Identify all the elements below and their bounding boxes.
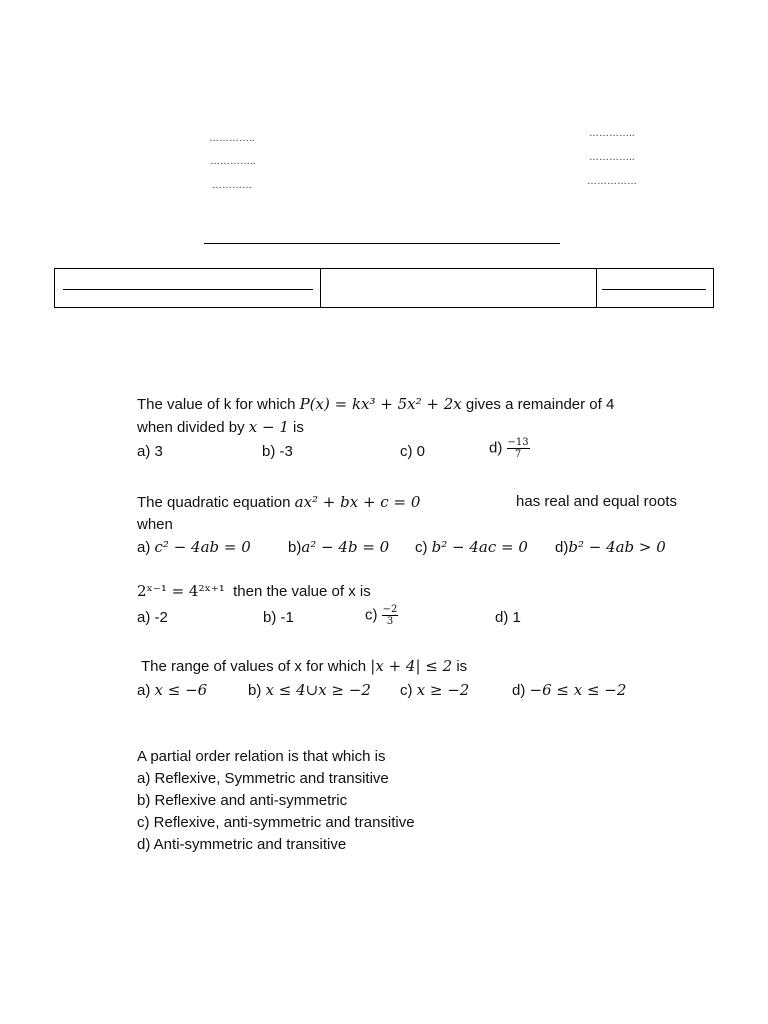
- q1-divisor: x − 1: [248, 418, 289, 436]
- q1-option-c: c) 0: [400, 443, 426, 460]
- info-cell-middle: [320, 269, 597, 307]
- q1-option-a: a) 3: [137, 443, 163, 460]
- q1-option-d: [489, 437, 530, 460]
- q3-option-d: d) 1: [495, 609, 521, 626]
- info-cell-name: [55, 269, 321, 307]
- q4-option-b: [248, 679, 371, 702]
- q1-polynomial: P(x) = kx³ + 5x² + 2x: [299, 395, 462, 413]
- q4-option-d: [512, 679, 626, 702]
- q2-c-label: c): [415, 539, 428, 556]
- q3-option-a: a) -2: [137, 609, 168, 626]
- q2-equation: ax² + bx + c = 0: [294, 493, 421, 511]
- question-1: [137, 393, 697, 439]
- q3-c-denominator: 3: [386, 616, 394, 627]
- q2-b-expr: a² − 4b = 0: [301, 538, 390, 556]
- q4-b-label: b): [248, 682, 262, 699]
- header-right-blank-2: …………..: [589, 152, 635, 163]
- q1-stem-end: is: [288, 419, 304, 436]
- q5-option-a: a) Reflexive, Symmetric and transitive: [137, 770, 389, 787]
- q2-stem-pre: The quadratic equation: [137, 494, 295, 511]
- q5-stem: A partial order relation is that which is: [137, 748, 386, 765]
- right-blank-line: [602, 289, 706, 290]
- q4-b-expr: x ≤ 4∪x ≥ −2: [265, 681, 371, 699]
- question-2-stem: [137, 491, 677, 514]
- q4-c-label: c): [400, 682, 413, 699]
- q2-option-d: [555, 536, 666, 559]
- q4-d-label: d): [512, 682, 526, 699]
- question-3: [137, 580, 371, 603]
- header-left-blank-1: …………..: [209, 133, 255, 144]
- q1-option-d-fraction: [507, 437, 530, 460]
- q4-option-c: [400, 679, 469, 702]
- q2-option-a: [137, 536, 251, 559]
- q4-stem-post: is: [452, 658, 468, 675]
- q1-d-denominator: 7: [514, 449, 522, 460]
- header-left-blank-3: …………: [212, 180, 252, 191]
- q3-option-c-fraction: [382, 604, 399, 627]
- info-cell-right: [596, 269, 713, 307]
- question-5: [137, 746, 637, 856]
- q4-c-expr: x ≥ −2: [416, 681, 470, 699]
- q3-c-numerator: −2: [382, 604, 398, 615]
- q5-option-d: d) Anti-symmetric and transitive: [137, 836, 347, 853]
- question-1-stem-line2: [137, 416, 697, 439]
- q5-option-c: c) Reflexive, anti-symmetric and transitive: [137, 814, 415, 831]
- info-table: [54, 268, 714, 308]
- q3-stem-post: then the value of x is: [233, 583, 371, 600]
- q1-d-numerator: −13: [507, 437, 529, 448]
- name-blank-line: [63, 289, 313, 290]
- q1-option-b: b) -3: [262, 443, 293, 460]
- q3-option-c-label: c): [365, 606, 378, 624]
- question-2: [137, 491, 677, 536]
- title-line: [204, 243, 560, 244]
- q4-d-expr: −6 ≤ x ≤ −2: [529, 681, 627, 699]
- question-1-stem: [137, 393, 697, 416]
- q2-d-expr: b² − 4ab > 0: [568, 538, 666, 556]
- q2-c-expr: b² − 4ac = 0: [431, 538, 528, 556]
- header-right-blank-3: ……………: [587, 176, 637, 187]
- question-4: [141, 655, 467, 678]
- q2-a-label: a): [137, 539, 151, 556]
- q3-equation: 2ˣ⁻¹ = 4²ˣ⁺¹: [137, 582, 225, 600]
- q4-stem-pre: The range of values of x for which: [141, 658, 371, 675]
- q2-stem-line2: when: [137, 516, 173, 533]
- header-left-blank-2: …………..: [210, 156, 256, 167]
- q2-stem-post: has real and equal roots: [516, 493, 677, 510]
- q4-a-label: a): [137, 682, 151, 699]
- q4-inequality: |x + 4| ≤ 2: [370, 657, 453, 675]
- q2-a-expr: c² − 4ab = 0: [154, 538, 251, 556]
- q4-a-expr: x ≤ −6: [154, 681, 208, 699]
- q3-option-c: [365, 604, 398, 627]
- q1-option-d-label: d): [489, 439, 503, 457]
- q1-stem-pre: The value of k for which: [137, 396, 300, 413]
- q2-option-c: [415, 536, 528, 559]
- q1-stem-mid: gives a remainder of 4: [461, 396, 615, 413]
- q2-b-label: b): [288, 539, 302, 556]
- q1-stem-line2: when divided by: [137, 419, 249, 436]
- header-right-blank-1: …………..: [589, 128, 635, 139]
- q3-option-b: b) -1: [263, 609, 294, 626]
- q5-option-b: b) Reflexive and anti-symmetric: [137, 792, 348, 809]
- q2-option-b: [288, 536, 389, 559]
- q4-option-a: [137, 679, 207, 702]
- q2-d-label: d): [555, 539, 569, 556]
